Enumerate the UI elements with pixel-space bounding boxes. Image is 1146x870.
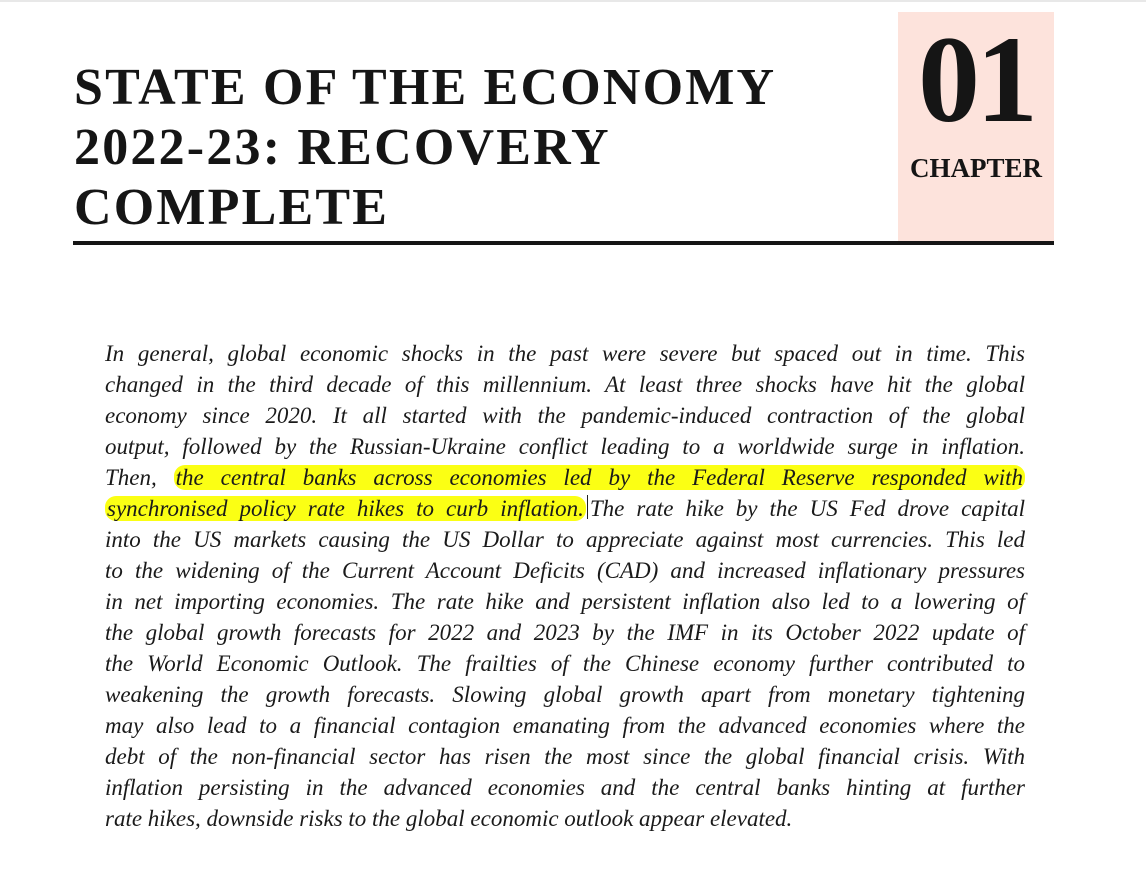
chapter-title bbox=[74, 58, 874, 238]
paragraph-line: inflation persisting in the advanced economies and the central banks hinting at further bbox=[105, 775, 1025, 800]
paragraph-line: to the widening of the Current Account Deficits (CAD) and increased inflationary pressures bbox=[105, 558, 1025, 583]
paragraph-line: in net importing economies. The rate hike and persistent inflation also led to a lowering of bbox=[105, 589, 1025, 614]
paragraph-line: In general, global economic shocks in the past were severe but spaced out in time. This bbox=[105, 341, 1025, 366]
chapter-title-line: STATE OF THE ECONOMY bbox=[74, 59, 777, 116]
chapter-label: CHAPTER bbox=[909, 153, 1042, 183]
line-prefix-text: Then, bbox=[105, 465, 174, 490]
chapter-title-line: 2022-23: RECOVERY bbox=[74, 119, 611, 176]
paragraph-line: the World Economic Outlook. The frailties of the Chinese economy further contributed to bbox=[105, 651, 1025, 676]
text-cursor bbox=[587, 495, 588, 519]
paragraph-line bbox=[105, 462, 1025, 493]
title-underline-rule bbox=[73, 241, 1054, 245]
paragraph-line: weakening the growth forecasts. Slowing global growth apart from monetary tightening bbox=[105, 682, 1025, 707]
intro-paragraph[interactable] bbox=[105, 338, 1025, 834]
paragraph-line bbox=[105, 493, 1025, 524]
paragraph-line: output, followed by the Russian-Ukraine conflict leading to a worldwide surge in inflation. bbox=[105, 434, 1025, 459]
paragraph-line: changed in the third decade of this millennium. At least three shocks have hit the global bbox=[105, 372, 1025, 397]
highlighted-text[interactable]: synchronised policy rate hikes to curb inflation. bbox=[107, 496, 584, 521]
highlighted-text[interactable]: the central banks across economies led by the Federal Reserve responded with bbox=[175, 465, 1023, 490]
chapter-title-line: COMPLETE bbox=[74, 179, 390, 236]
paragraph-line: economy since 2020. It all started with the pandemic-induced contraction of the global bbox=[105, 403, 1025, 428]
page-top-border bbox=[0, 0, 1146, 2]
line-suffix-text: The rate hike by the US Fed drove capital bbox=[589, 496, 1025, 521]
chapter-badge bbox=[898, 12, 1054, 241]
paragraph-line: may also lead to a financial contagion emanating from the advanced economies where the bbox=[105, 713, 1025, 738]
paragraph-line: into the US markets causing the US Dollar to appreciate against most currencies. This led bbox=[105, 527, 1025, 552]
paragraph-line: the global growth forecasts for 2022 and 2023 by the IMF in its October 2022 update of bbox=[105, 620, 1025, 645]
chapter-number: 01 bbox=[918, 11, 1034, 148]
paragraph-line: debt of the non-financial sector has risen the most since the global financial crisis. With bbox=[105, 744, 1025, 769]
paragraph-line: rate hikes, downside risks to the global economic outlook appear elevated. bbox=[105, 806, 793, 831]
